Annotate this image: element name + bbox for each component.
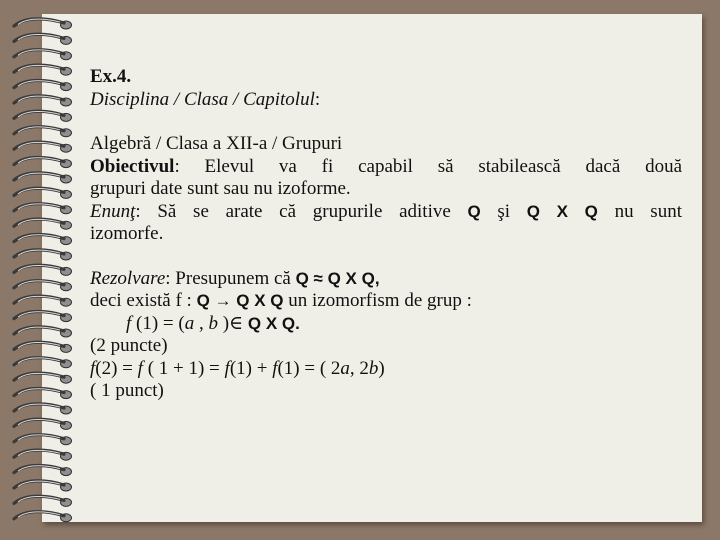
binding-ring [14,142,72,152]
binding-ring [14,19,72,29]
solution-line-3 [90,313,682,336]
binding-ring [14,219,72,229]
statement-label: Enunţ [90,200,136,222]
binding-ring [14,50,72,60]
solution-text-2a: deci există f : [90,290,197,311]
solution-text-5i: ) [378,357,385,379]
meta-header [90,89,682,112]
binding-ring [14,265,72,275]
binding-ring [14,373,72,383]
solution-text-5g: , 2 [349,357,369,379]
binding-ring [14,435,72,445]
var-a-2: a [340,357,350,379]
binding-ring [14,96,72,106]
binding-ring [14,512,72,522]
binding-ring [14,296,72,306]
exercise-content [90,66,682,403]
statement-text-a: : Să se arate că grupurile aditive [135,200,468,222]
binding-ring [14,157,72,167]
statement-line-2: izomorfe. [90,223,164,244]
binding-ring [14,311,72,321]
objective-line-1 [90,156,682,179]
var-b: b [208,312,218,334]
solution-line-1 [90,268,682,291]
func-f-4: f [272,357,278,379]
symbol-q: Q [467,201,481,221]
solution-line-2 [90,290,682,313]
points-1: ( 1 punct) [90,380,164,401]
points-2: (2 puncte) [90,335,168,356]
exercise-number: Ex.4. [90,66,132,87]
objective-line-2: grupuri date sunt sau nu izoforme. [90,178,351,199]
statement-text-b: şi [480,200,527,222]
binding-ring [14,173,72,183]
solution-text-3b: (1) = ( [131,312,185,334]
meta-label: Disciplina / Clasa / Capitolul [90,88,315,110]
solution-text-5c: (1) + [229,357,273,379]
binding-ring [14,388,72,398]
solution-text-2b: un izomorfism de grup : [283,290,472,311]
solution-text-3f: )∈ [217,312,248,334]
solution-text-5d: (1) = ( 2 [277,357,341,379]
solution-text-5a: (2) = [95,357,138,379]
binding-ring [14,404,72,414]
binding-ring [14,342,72,352]
binding-ring [14,327,72,337]
binding-ring [14,450,72,460]
binding-ring [14,234,72,244]
binding-ring [14,465,72,475]
solution-label: Rezolvare [90,267,166,289]
spiral-binding [0,0,90,540]
var-b-2: b [368,357,379,379]
symbol-qxq: Q X Q [526,201,598,221]
solution-symbol-3: Q X Q. [247,313,300,333]
func-f-1: f [90,357,96,379]
var-a: a [184,312,195,334]
binding-ring [14,250,72,260]
solution-text-5b: ( 1 + 1) = [142,357,225,379]
solution-line-5 [90,358,682,381]
binding-ring [14,419,72,429]
objective-text-1: : Elevul va fi capabil să stabilească dacă două [174,155,682,177]
func-f-2: f [137,357,143,379]
binding-ring [14,127,72,137]
binding-ring [14,65,72,75]
binding-ring [14,358,72,368]
binding-ring [14,481,72,491]
func-f-3: f [224,357,230,379]
solution-text-1: : Presupunem că [165,267,296,289]
binding-ring [14,111,72,121]
binding-ring [14,80,72,90]
statement-text-c: nu sunt [597,200,682,222]
meta-colon: : [314,88,321,110]
binding-ring [14,281,72,291]
statement-line-1 [90,201,682,224]
binding-ring [14,34,72,44]
objective-label: Obiectivul [90,155,175,177]
solution-text-3d: , [194,312,209,334]
meta-value: Algebră / Clasa a XII-a / Grupuri [90,133,343,154]
binding-ring [14,204,72,214]
solution-symbol-2: Q → Q X Q [196,291,284,310]
binding-ring [14,496,72,506]
binding-ring [14,188,72,198]
func-f: f [126,312,132,334]
solution-symbol-1: Q ≈ Q X Q, [295,268,380,288]
